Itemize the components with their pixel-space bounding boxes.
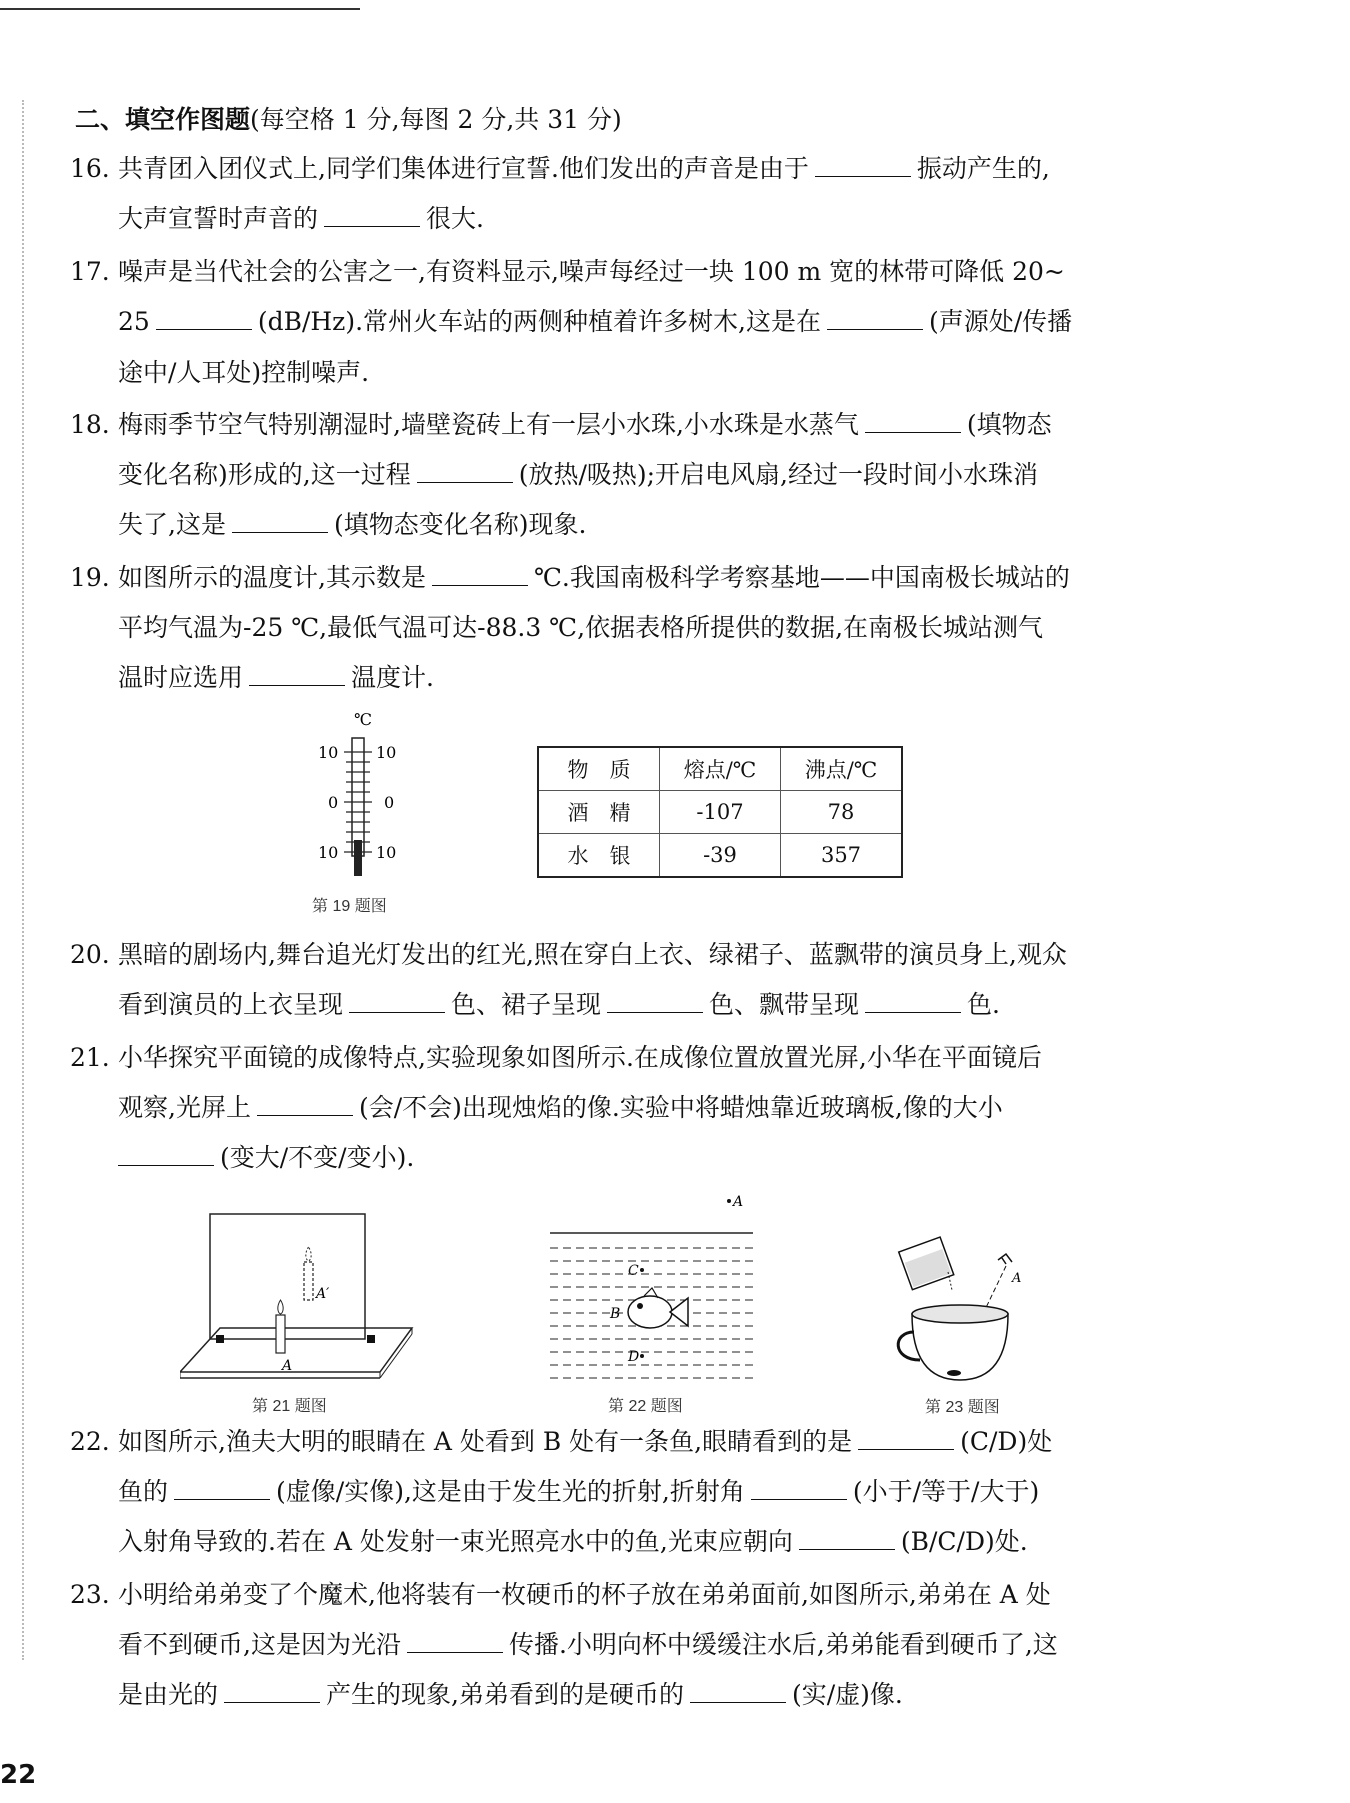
q19-number: 19.	[70, 563, 110, 592]
q19-text: 温时应选用	[118, 663, 244, 692]
q23-text: 产生的现象,弟弟看到的是硬币的	[326, 1680, 684, 1709]
section-score-note: (每空格 1 分,每图 2 分,共 31 分)	[250, 105, 622, 134]
q21-text: (变大/不变/变小).	[220, 1143, 415, 1172]
q22-line-3	[118, 1527, 1160, 1557]
q19-line-3	[118, 663, 1160, 693]
answer-blank[interactable]	[690, 1680, 786, 1703]
table-header-cell: 物 质	[538, 747, 660, 791]
page-number: 22	[0, 1760, 37, 1790]
q17-line-1	[70, 257, 1160, 287]
q16-text: 共青团入团仪式上,同学们集体进行宣誓.他们发出的声音是由于	[118, 154, 809, 183]
q23-line-1	[70, 1580, 1160, 1610]
figure-22-caption: 第 22 题图	[608, 1398, 683, 1415]
label-a: A	[1012, 1271, 1022, 1286]
section-heading-text: 二、填空作图题	[75, 105, 251, 134]
glass-plate	[210, 1214, 365, 1339]
q20-number: 20.	[70, 940, 110, 969]
answer-blank[interactable]	[417, 460, 513, 483]
q22-text: 如图所示,渔夫大明的眼睛在 A 处看到 B 处有一条鱼,眼睛看到的是	[118, 1427, 853, 1456]
table-cell: 357	[781, 834, 903, 878]
q18-text: (填物态变化名称)现象.	[333, 510, 587, 539]
q16-line-2	[118, 204, 1160, 234]
q18-line-2	[118, 460, 1160, 490]
thermo-right-top: 10	[376, 743, 397, 762]
answer-blank[interactable]	[174, 1477, 270, 1500]
q17-text: 噪声是当代社会的公害之一,有资料显示,噪声每经过一块 100 m 宽的林带可降低 20~	[118, 257, 1065, 286]
table-board	[180, 1328, 412, 1372]
answer-blank[interactable]	[118, 1143, 214, 1166]
table-cell: 78	[781, 791, 903, 834]
label-a: A	[733, 1194, 744, 1210]
q21-text: 观察,光屏上	[118, 1093, 251, 1122]
q22-text: 入射角导致的.若在 A 处发射一束光照亮水中的鱼,光束应朝向	[118, 1527, 793, 1556]
q17-number: 17.	[70, 257, 110, 286]
q19-text: 温度计.	[351, 663, 434, 692]
thermo-left-mid: 0	[328, 793, 339, 812]
binding-margin-line	[22, 100, 24, 1660]
plane-mirror-figure	[180, 1210, 420, 1385]
thermo-right-bot: 10	[376, 843, 397, 862]
answer-blank[interactable]	[607, 990, 703, 1013]
table-row	[538, 834, 902, 878]
q22-number: 22.	[70, 1427, 110, 1456]
answer-blank[interactable]	[249, 663, 345, 686]
q17-text: 途中/人耳处)控制噪声.	[118, 358, 370, 387]
answer-blank[interactable]	[432, 563, 528, 586]
candle-a-icon	[276, 1315, 285, 1353]
fish-icon	[628, 1288, 688, 1328]
answer-blank[interactable]	[827, 307, 923, 330]
q22-text: (C/D)处	[960, 1427, 1053, 1456]
q23-text: 看不到硬币,这是因为光沿	[118, 1630, 401, 1659]
answer-blank[interactable]	[349, 990, 445, 1013]
answer-blank[interactable]	[799, 1527, 895, 1550]
table-cell: -39	[660, 834, 781, 878]
q16-text: 大声宣誓时声音的	[118, 204, 319, 233]
label-b: B	[610, 1306, 621, 1322]
q18-text: 变化名称)形成的,这一过程	[118, 460, 411, 489]
cup-body	[912, 1314, 1008, 1380]
q20-text: 看到演员的上衣呈现	[118, 990, 344, 1019]
answer-blank[interactable]	[224, 1680, 320, 1703]
section-heading	[75, 100, 622, 136]
answer-blank[interactable]	[407, 1630, 503, 1653]
label-a: A	[282, 1358, 293, 1374]
table-cell: 水 银	[538, 834, 660, 878]
q19-line-1	[70, 563, 1160, 593]
q23-text: (实/虚)像.	[791, 1680, 903, 1709]
answer-blank[interactable]	[156, 307, 252, 330]
q20-line-1	[70, 940, 1160, 970]
q18-number: 18.	[70, 410, 110, 439]
thermo-left-top: 10	[318, 743, 339, 762]
answer-blank[interactable]	[257, 1093, 353, 1116]
thermo-right-mid: 0	[384, 793, 395, 812]
plate-clip	[367, 1335, 375, 1343]
answer-blank[interactable]	[324, 204, 420, 227]
q21-line-2	[118, 1093, 1160, 1123]
answer-blank[interactable]	[865, 410, 961, 433]
flame-image-icon	[306, 1247, 311, 1261]
thermo-tube	[352, 738, 364, 856]
figure-19-caption: 第 19 题图	[312, 898, 387, 915]
figure-21-caption: 第 21 题图	[252, 1398, 327, 1415]
q22-line-1	[70, 1427, 1160, 1457]
q22-text: (虚像/实像),这是由于发生光的折射,折射角	[276, 1477, 745, 1506]
q23-text: 小明给弟弟变了个魔术,他将装有一枚硬币的杯子放在弟弟面前,如图所示,弟弟在 A 处	[118, 1580, 1051, 1609]
q19-text: ℃.我国南极科学考察基地——中国南极长城站的	[533, 563, 1070, 592]
thermo-left-bot: 10	[318, 843, 339, 862]
table-header-row	[538, 747, 902, 791]
figure-23-caption: 第 23 题图	[925, 1399, 1000, 1416]
thermometer-figure	[300, 708, 430, 888]
q20-text: 黑暗的剧场内,舞台追光灯发出的红光,照在穿白上衣、绿裙子、蓝飘带的演员身上,观众	[118, 940, 1067, 969]
table-row	[538, 791, 902, 834]
candle-image-icon	[304, 1262, 313, 1300]
q19-line-2	[118, 613, 1160, 643]
q19-text: 如图所示的温度计,其示数是	[118, 563, 426, 592]
q17-text: (dB/Hz).常州火车站的两侧种植着许多树木,这是在	[257, 307, 821, 336]
q18-text: (放热/吸热);开启电风扇,经过一段时间小水珠消	[518, 460, 1039, 489]
q19-text: 平均气温为-25 ℃,最低气温可达-88.3 ℃,依据表格所提供的数据,在南极长城站测气	[118, 613, 1044, 642]
eye-icon	[998, 1254, 1012, 1264]
q17-line-2	[118, 307, 1160, 337]
q18-text: (填物态	[966, 410, 1052, 439]
pitcher-icon	[899, 1237, 954, 1290]
flame-icon	[278, 1300, 283, 1314]
plate-clip	[216, 1335, 224, 1343]
q18-text: 失了,这是	[118, 510, 226, 539]
q23-text: 是由光的	[118, 1680, 219, 1709]
melting-boiling-table	[537, 746, 903, 878]
q23-text: 传播.小明向杯中缓缓注水后,弟弟能看到硬币了,这	[508, 1630, 1058, 1659]
q23-number: 23.	[70, 1580, 110, 1609]
q17-text: 25	[118, 307, 150, 336]
q16-line-1	[70, 154, 1160, 184]
q22-text: 鱼的	[118, 1477, 169, 1506]
q21-text: 小华探究平面镜的成像特点,实验现象如图所示.在成像位置放置光屏,小华在平面镜后	[118, 1043, 1042, 1072]
answer-blank[interactable]	[858, 1427, 954, 1450]
q22-line-2	[118, 1477, 1160, 1507]
coin-cup-figure	[890, 1232, 1065, 1382]
table-header-cell: 熔点/℃	[660, 747, 781, 791]
q21-line-3	[118, 1143, 1160, 1173]
thermo-liquid	[354, 840, 362, 876]
top-rule	[0, 8, 360, 10]
answer-blank[interactable]	[865, 990, 961, 1013]
fish-water-figure	[548, 1192, 758, 1387]
label-d: D	[628, 1349, 640, 1365]
q20-line-2	[118, 990, 1160, 1020]
q17-line-3	[118, 358, 1160, 388]
q16-text: 很大.	[426, 204, 484, 233]
answer-blank[interactable]	[815, 154, 911, 177]
table-cell: 酒 精	[538, 791, 660, 834]
answer-blank[interactable]	[751, 1477, 847, 1500]
thermo-unit: ℃	[354, 710, 372, 729]
label-a-prime: A′	[316, 1286, 330, 1302]
table-cell: -107	[660, 791, 781, 834]
q16-number: 16.	[70, 154, 110, 183]
answer-blank[interactable]	[232, 510, 328, 533]
q23-line-3	[118, 1680, 1160, 1710]
q20-text: 色.	[967, 990, 1000, 1019]
q22-text: (B/C/D)处.	[900, 1527, 1028, 1556]
coin-icon	[947, 1370, 961, 1376]
q22-text: (小于/等于/大于)	[852, 1477, 1040, 1506]
q16-text: 振动产生的,	[916, 154, 1050, 183]
q18-line-3	[118, 510, 1160, 540]
q18-text: 梅雨季节空气特别潮湿时,墙壁瓷砖上有一层小水珠,小水珠是水蒸气	[118, 410, 859, 439]
q20-text: 色、裙子呈现	[451, 990, 602, 1019]
q23-line-2	[118, 1630, 1160, 1660]
q18-line-1	[70, 410, 1160, 440]
q20-text: 色、飘带呈现	[709, 990, 860, 1019]
q17-text: (声源处/传播	[929, 307, 1073, 336]
table-header-cell: 沸点/℃	[781, 747, 903, 791]
q21-text: (会/不会)出现烛焰的像.实验中将蜡烛靠近玻璃板,像的大小	[358, 1093, 1003, 1122]
label-c: C	[628, 1263, 639, 1279]
q21-line-1	[70, 1043, 1160, 1073]
q21-number: 21.	[70, 1043, 110, 1072]
